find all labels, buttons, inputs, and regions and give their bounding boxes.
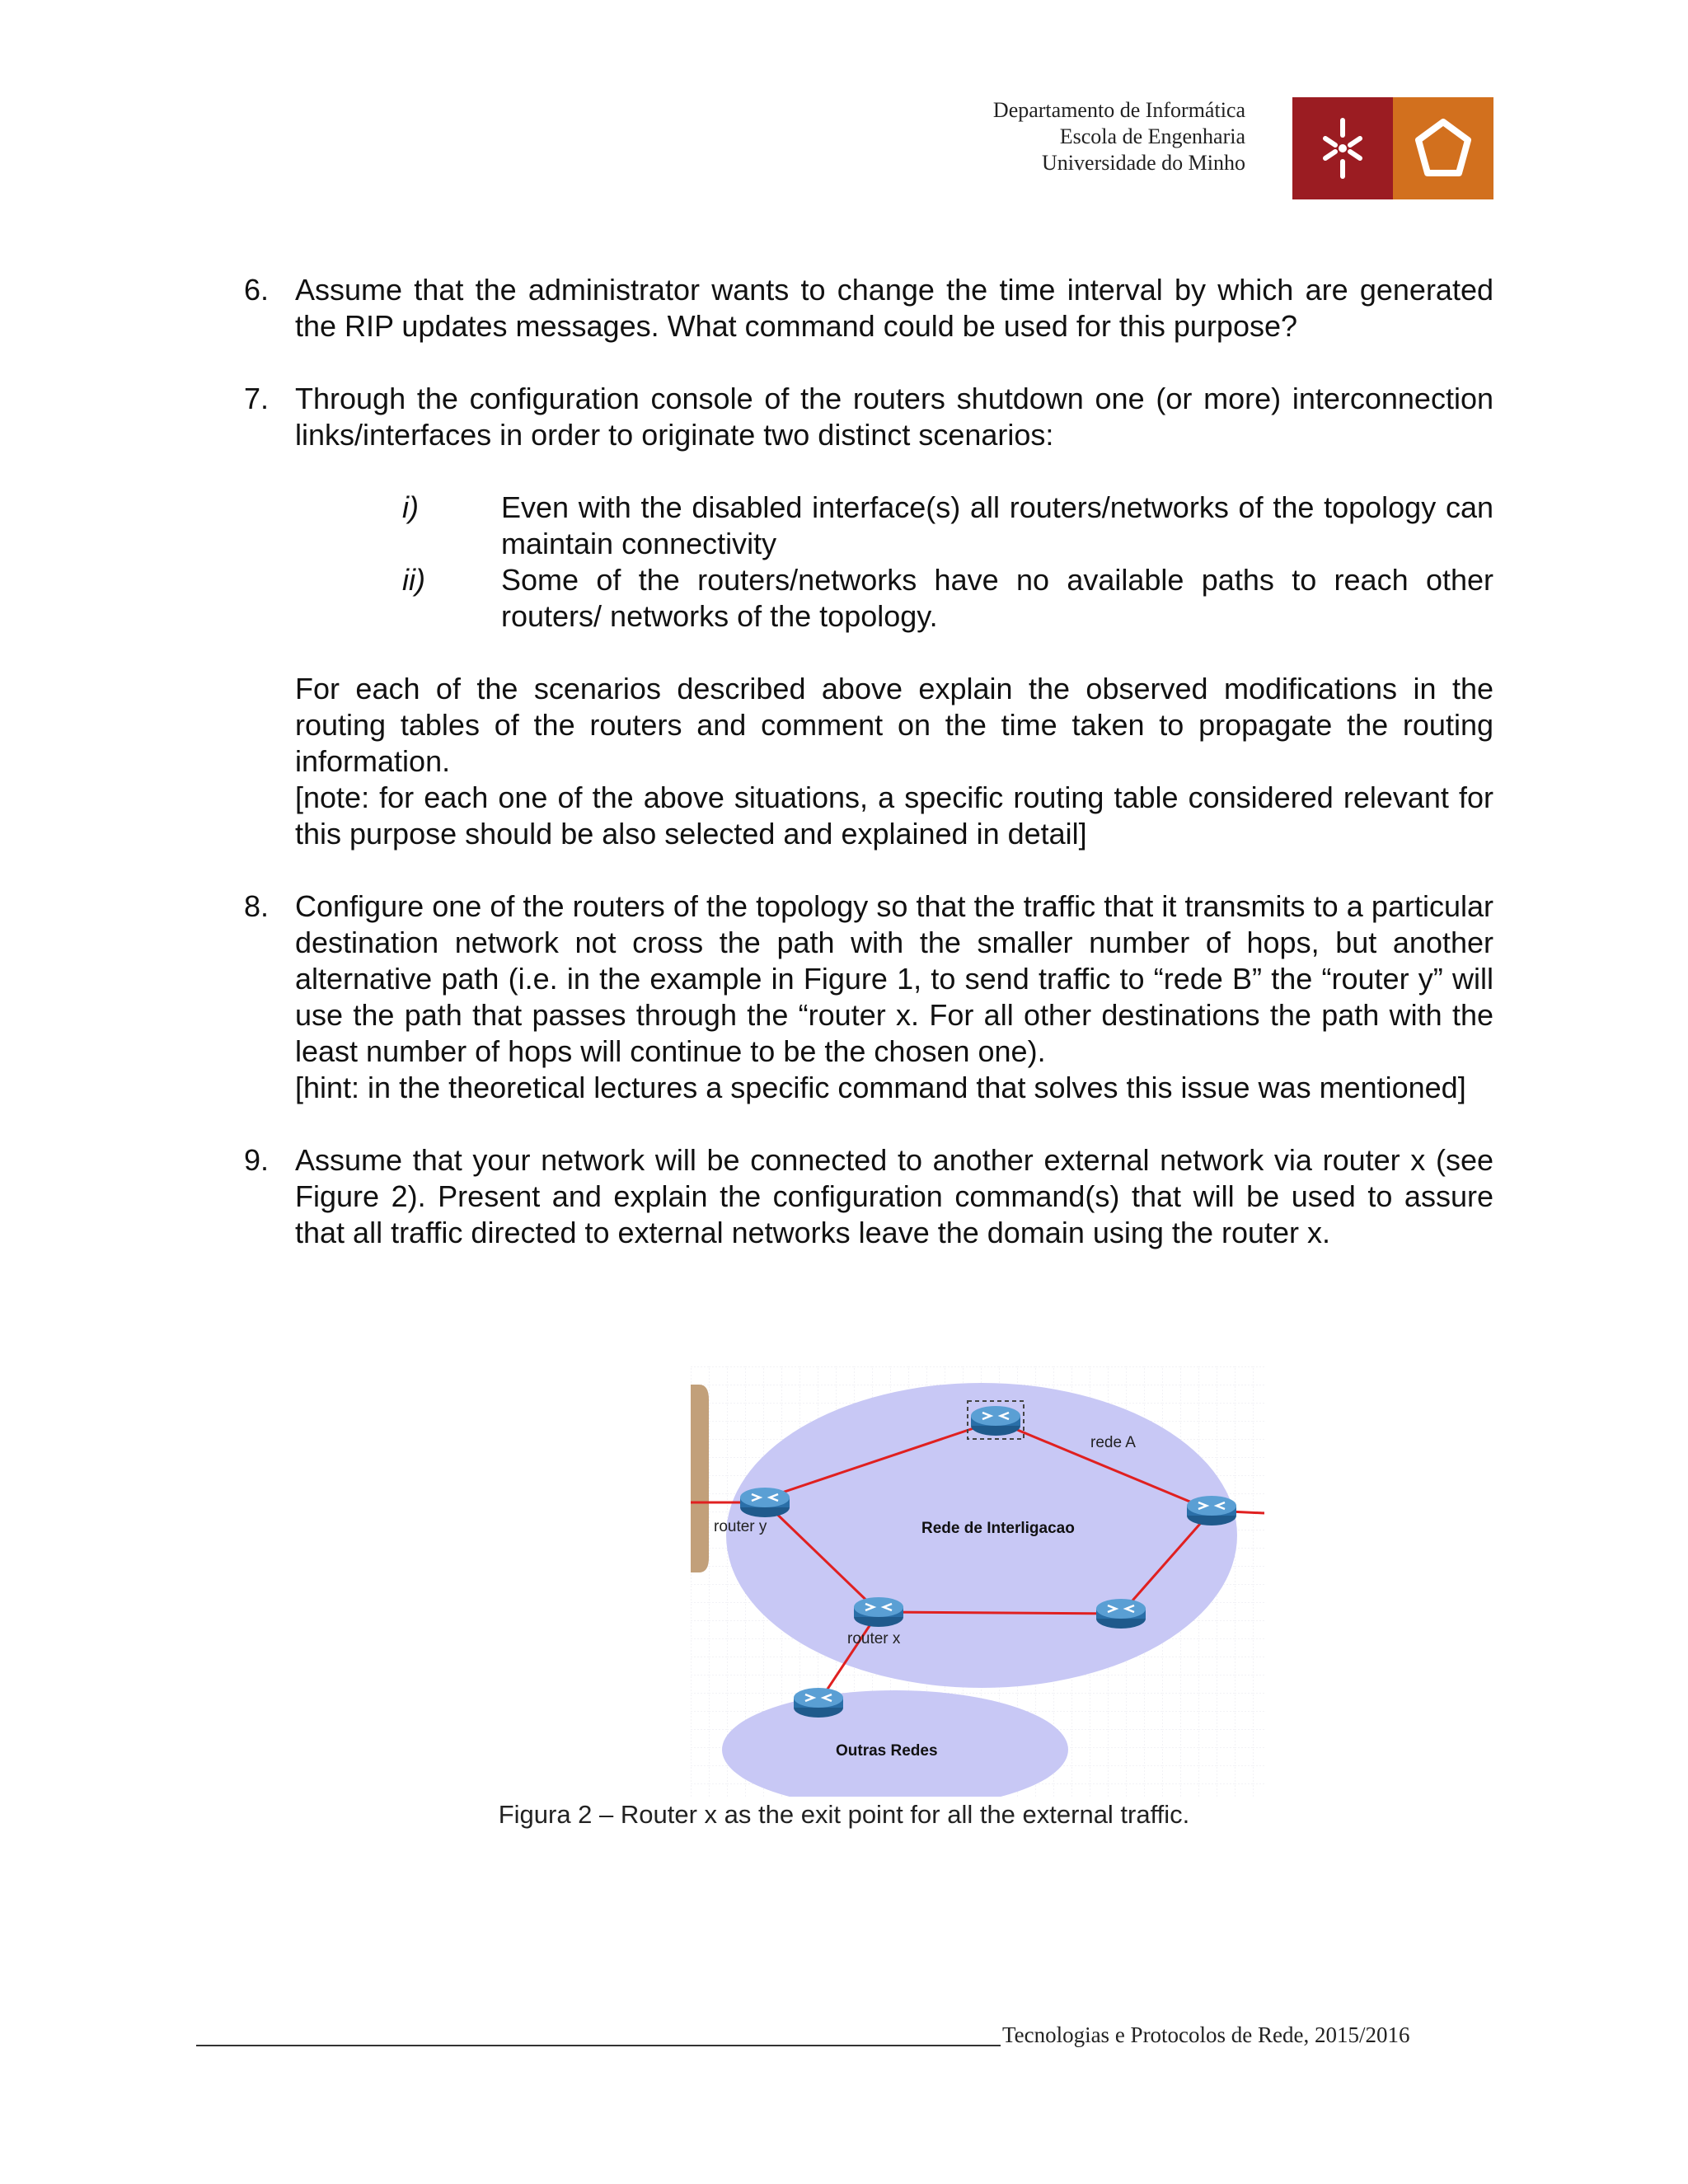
question-6	[239, 272, 1493, 344]
question-8	[239, 888, 1493, 1106]
router-x-icon	[854, 1597, 903, 1627]
header-department: Departamento de Informática	[992, 98, 1245, 122]
topology-diagram	[691, 1366, 1264, 1797]
question-text: Through the configuration console of the routers shutdown one (or more) interconnection links/interfaces in order to originate two distinct scenarios:	[295, 382, 1493, 452]
scenario-item	[295, 490, 1493, 562]
question-note: [note: for each one of the above situations, a specific routing table considered relevant for this purpose should be also selected and explained in detail]	[295, 780, 1493, 851]
question-number: 6.	[244, 273, 270, 307]
question-9	[239, 1142, 1493, 1251]
header-institution	[993, 97, 1245, 176]
label-rede-a: rede A	[1090, 1434, 1136, 1451]
network-topology-figure	[691, 1366, 1264, 1797]
scenario-text: Some of the routers/networks have no available paths to reach other routers/ networks of the topology.	[501, 563, 1493, 633]
label-rede-interligacao: Rede de Interligacao	[921, 1520, 1075, 1537]
scenario-label: ii)	[402, 563, 425, 597]
footer-rule	[196, 2045, 1001, 2046]
router-bottom-right-icon	[1096, 1599, 1146, 1629]
question-number: 9.	[244, 1143, 270, 1177]
side-network-shape	[691, 1385, 709, 1572]
logo-symbols-icon	[1292, 97, 1493, 199]
scenario-label: i)	[402, 490, 419, 524]
question-text: Assume that the administrator wants to change the time interval by which are generated the RIP updates messages. What command could be used for this purpose?	[295, 273, 1493, 343]
footer-course: Tecnologias e Protocolos de Rede, 2015/2016	[1002, 2022, 1410, 2047]
link-x-bottom-right	[879, 1612, 1121, 1614]
question-text: Configure one of the routers of the topology so that the traffic that it transmits to a particular destination network not cross the path with the smaller number of hops, but another alternative path (i.e. in the example in Figure 1, to send traffic to “rede B” the “router y” will use the path that passes through the “router x. For all other destinations the path with the least number of hops will continue to be the chosen one).	[295, 889, 1493, 1068]
figure-caption: Figura 2 – Router x as the exit point for all the external traffic.	[498, 1800, 1190, 1829]
label-router-y: router y	[714, 1518, 767, 1535]
question-number: 7.	[244, 382, 270, 415]
question-paragraph: For each of the scenarios described above explain the observed modifications in the routing tables of the routers and comment on the time taken to propagate the routing information.	[295, 672, 1493, 778]
label-router-x: router x	[847, 1630, 901, 1647]
question-number: 8.	[244, 889, 270, 923]
scenario-item	[295, 562, 1493, 635]
router-top-icon	[971, 1406, 1020, 1436]
scenario-text: Even with the disabled interface(s) all routers/networks of the topology can maintain connectivity	[501, 490, 1493, 560]
router-y-icon	[740, 1488, 790, 1517]
university-logo	[1292, 97, 1493, 199]
exercise-list	[239, 272, 1493, 1287]
question-text: Assume that your network will be connected to another external network via router x (see Figure 2). Present and explain the configuration command(s) that will be used to assure that all traffic directed to external networks leave the domain using the router x.	[295, 1143, 1493, 1249]
router-right-icon	[1187, 1496, 1236, 1526]
router-external-icon	[794, 1688, 843, 1718]
header-university: Universidade do Minho	[1042, 151, 1245, 175]
label-outras-redes: Outras Redes	[836, 1742, 938, 1760]
header-school: Escola de Engenharia	[1059, 124, 1245, 148]
scenario-list	[295, 490, 1493, 635]
question-hint: [hint: in the theoretical lectures a specific command that solves this issue was mentioned]	[295, 1071, 1466, 1104]
question-7	[239, 381, 1493, 852]
